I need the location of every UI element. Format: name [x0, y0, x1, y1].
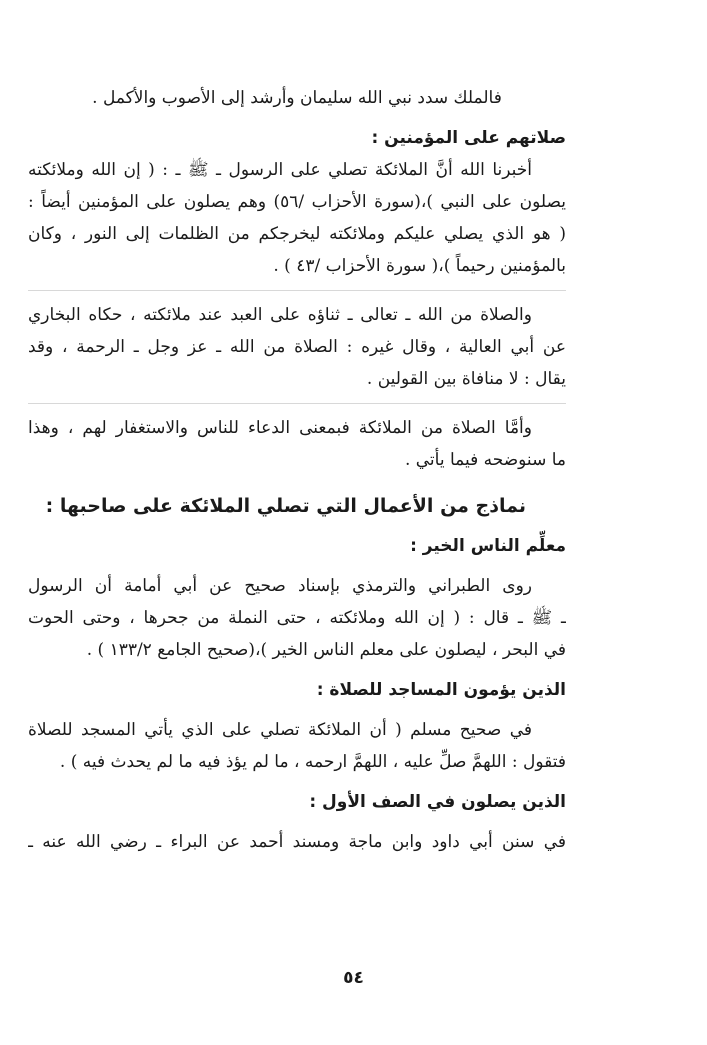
section-heading-first-row: الذين يصلون في الصف الأول : — [309, 792, 566, 812]
paragraph-line: فتقول : اللهمَّ صلِّ عليه ، اللهمَّ ارحمه ، ما لم يؤذ فيه ما لم يحدث فيه ) . — [59, 752, 566, 772]
paragraph-line: والصلاة من الله ـ تعالى ـ ثناؤه على العبد عند ملائكته ، حكاه البخاري — [28, 305, 532, 325]
page-number: ٥٤ — [343, 968, 364, 988]
document-page — [28, 82, 566, 858]
paragraph-line: يقال : لا منافاة بين القولين . — [366, 369, 566, 389]
paragraph-line: في البحر ، ليصلون على معلم الناس الخير )،(صحيح الجامع ١٣٣/٢ ) . — [86, 640, 566, 660]
paragraph-line: بالمؤمنين رحيماً )،( سورة الأحزاب /٤٣ ) . — [273, 256, 566, 276]
paragraph-line: ( هو الذي يصلي عليكم وملائكته ليخرجكم من الظلمات إلى النور ، وكان — [28, 224, 566, 244]
section-heading-mosques: الذين يؤمون المساجد للصلاة : — [316, 680, 566, 700]
paragraph-line: ـ ﷺ ـ قال : ( إن الله وملائكته ، حتى النملة من جحرها ، وحتى الحوت — [28, 608, 566, 628]
section-heading-teacher: معلِّم الناس الخير : — [410, 536, 566, 556]
paragraph-line: وأمَّا الصلاة من الملائكة فبمعنى الدعاء للناس والاستغفار لهم ، وهذا — [28, 418, 532, 438]
main-heading: نماذج من الأعمال التي تصلي الملائكة على صاحبها : — [45, 495, 526, 517]
paragraph-line: في صحيح مسلم ( أن الملائكة تصلي على الذي يأتي المسجد للصلاة — [28, 720, 532, 740]
paragraph-line: أخبرنا الله أنَّ الملائكة تصلي على الرسول ـ ﷺ ـ : ( إن الله وملائكته — [28, 160, 532, 180]
paragraph-line: روى الطبراني والترمذي بإسناد صحيح عن أبي أمامة أن الرسول — [28, 576, 532, 596]
paragraph-line: يصلون على النبي )،(سورة الأحزاب /٥٦) وهم يصلون على المؤمنين أيضاً : — [28, 192, 566, 212]
intro-line: فالملك سدد نبي الله سليمان وأرشد إلى الأصوب والأكمل . — [92, 88, 502, 108]
paragraph-line: ما سنوضحه فيما يأتي . — [404, 450, 566, 470]
section-heading-believers: صلاتهم على المؤمنين : — [371, 128, 566, 148]
paragraph-line: في سنن أبي داود وابن ماجة ومسند أحمد عن البراء ـ رضي الله عنه ـ — [28, 832, 566, 852]
paragraph-line: عن أبي العالية ، وقال غيره : الصلاة من الله ـ عز وجل ـ الرحمة ، وقد — [28, 337, 566, 357]
